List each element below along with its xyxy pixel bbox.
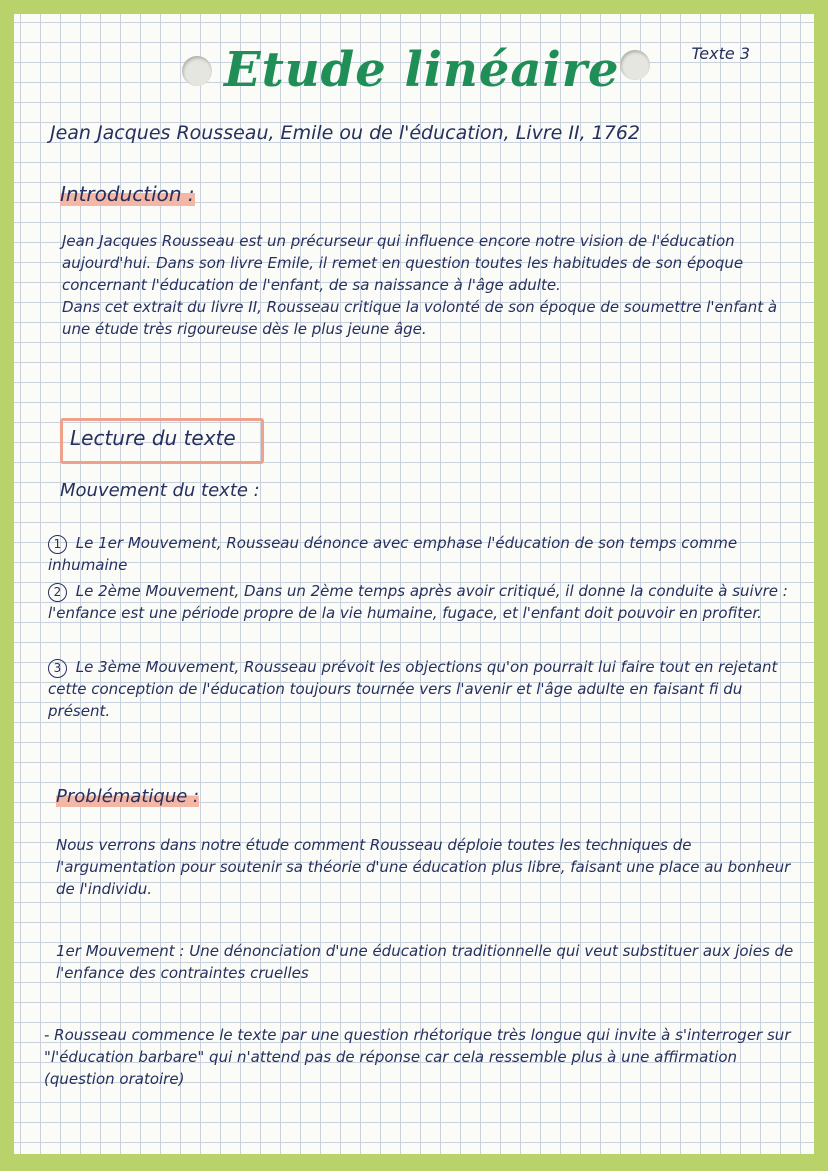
intro-paragraph-2: Dans cet extrait du livre II, Rousseau critique la volonté de son époque de soumettre l'enfant à une étude très rigoureuse dès le plus jeune âge. [62,298,778,338]
text-reference: Texte 3 [691,44,750,63]
number-badge-1: 1 [48,535,67,554]
problematique-heading-text: Problématique : [56,786,200,807]
movement-item-2 [48,580,806,624]
page-title: Etude linéaire [224,42,620,98]
movement-item-3 [48,656,806,722]
punch-hole-left [182,56,212,86]
movement-text-1: Le 1er Mouvement, Rousseau dénonce avec emphase l'éducation de son temps comme inhumaine [48,534,738,574]
intro-heading-text: Introduction : [60,182,195,206]
source-reference: Jean Jacques Rousseau, Emile ou de l'éducation, Livre II, 1762 [50,122,641,144]
problematique-heading [56,786,199,807]
number-badge-2: 2 [48,583,67,602]
intro-heading [60,182,195,206]
grid-paper [14,14,814,1154]
first-movement-bullet: - Rousseau commence le texte par une question rhétorique très longue qui invite à s'interroger sur "l'éducation barbare" qui n'attend pas de réponse car cela ressemble plus à une affirmation (question oratoire) [44,1026,791,1088]
movement-text-2: Le 2ème Mouvement, Dans un 2ème temps après avoir critiqué, il donne la conduite à suivre : l'enfance est une période propre de la vie humaine, fugace, et l'enfant doit pouvoir en profiter. [48,582,788,622]
movement-text-3: Le 3ème Mouvement, Rousseau prévoit les objections qu'on pourrait lui faire tout en rejetant cette conception de l'éducation toujours tournée vers l'avenir et l'âge adulte en faisant fi du présent. [48,658,778,720]
movement-item-1 [48,532,806,576]
intro-paragraph-1: Jean Jacques Rousseau est un précurseur qui influence encore notre vision de l'éducation aujourd'hui. Dans son livre Emile, il remet en question toutes les habitudes de son époque concernant l'éducation de l'enfant, de sa naissance à l'âge adulte. [62,232,744,294]
number-badge-3: 3 [48,659,67,678]
intro-body [62,230,802,340]
movements-heading: Mouvement du texte : [60,480,260,501]
problematique-text: Nous verrons dans notre étude comment Rousseau déploie toutes les techniques de l'argumentation pour soutenir sa théorie d'une éducation plus libre, faisant une place au bonheur de l'individu. [56,836,791,898]
lecture-heading: Lecture du texte [70,426,236,450]
first-movement-title: 1er Mouvement : Une dénonciation d'une éducation traditionnelle qui veut substituer aux joies de l'enfance des contraintes cruelles [56,942,794,982]
punch-hole-right [620,50,650,80]
